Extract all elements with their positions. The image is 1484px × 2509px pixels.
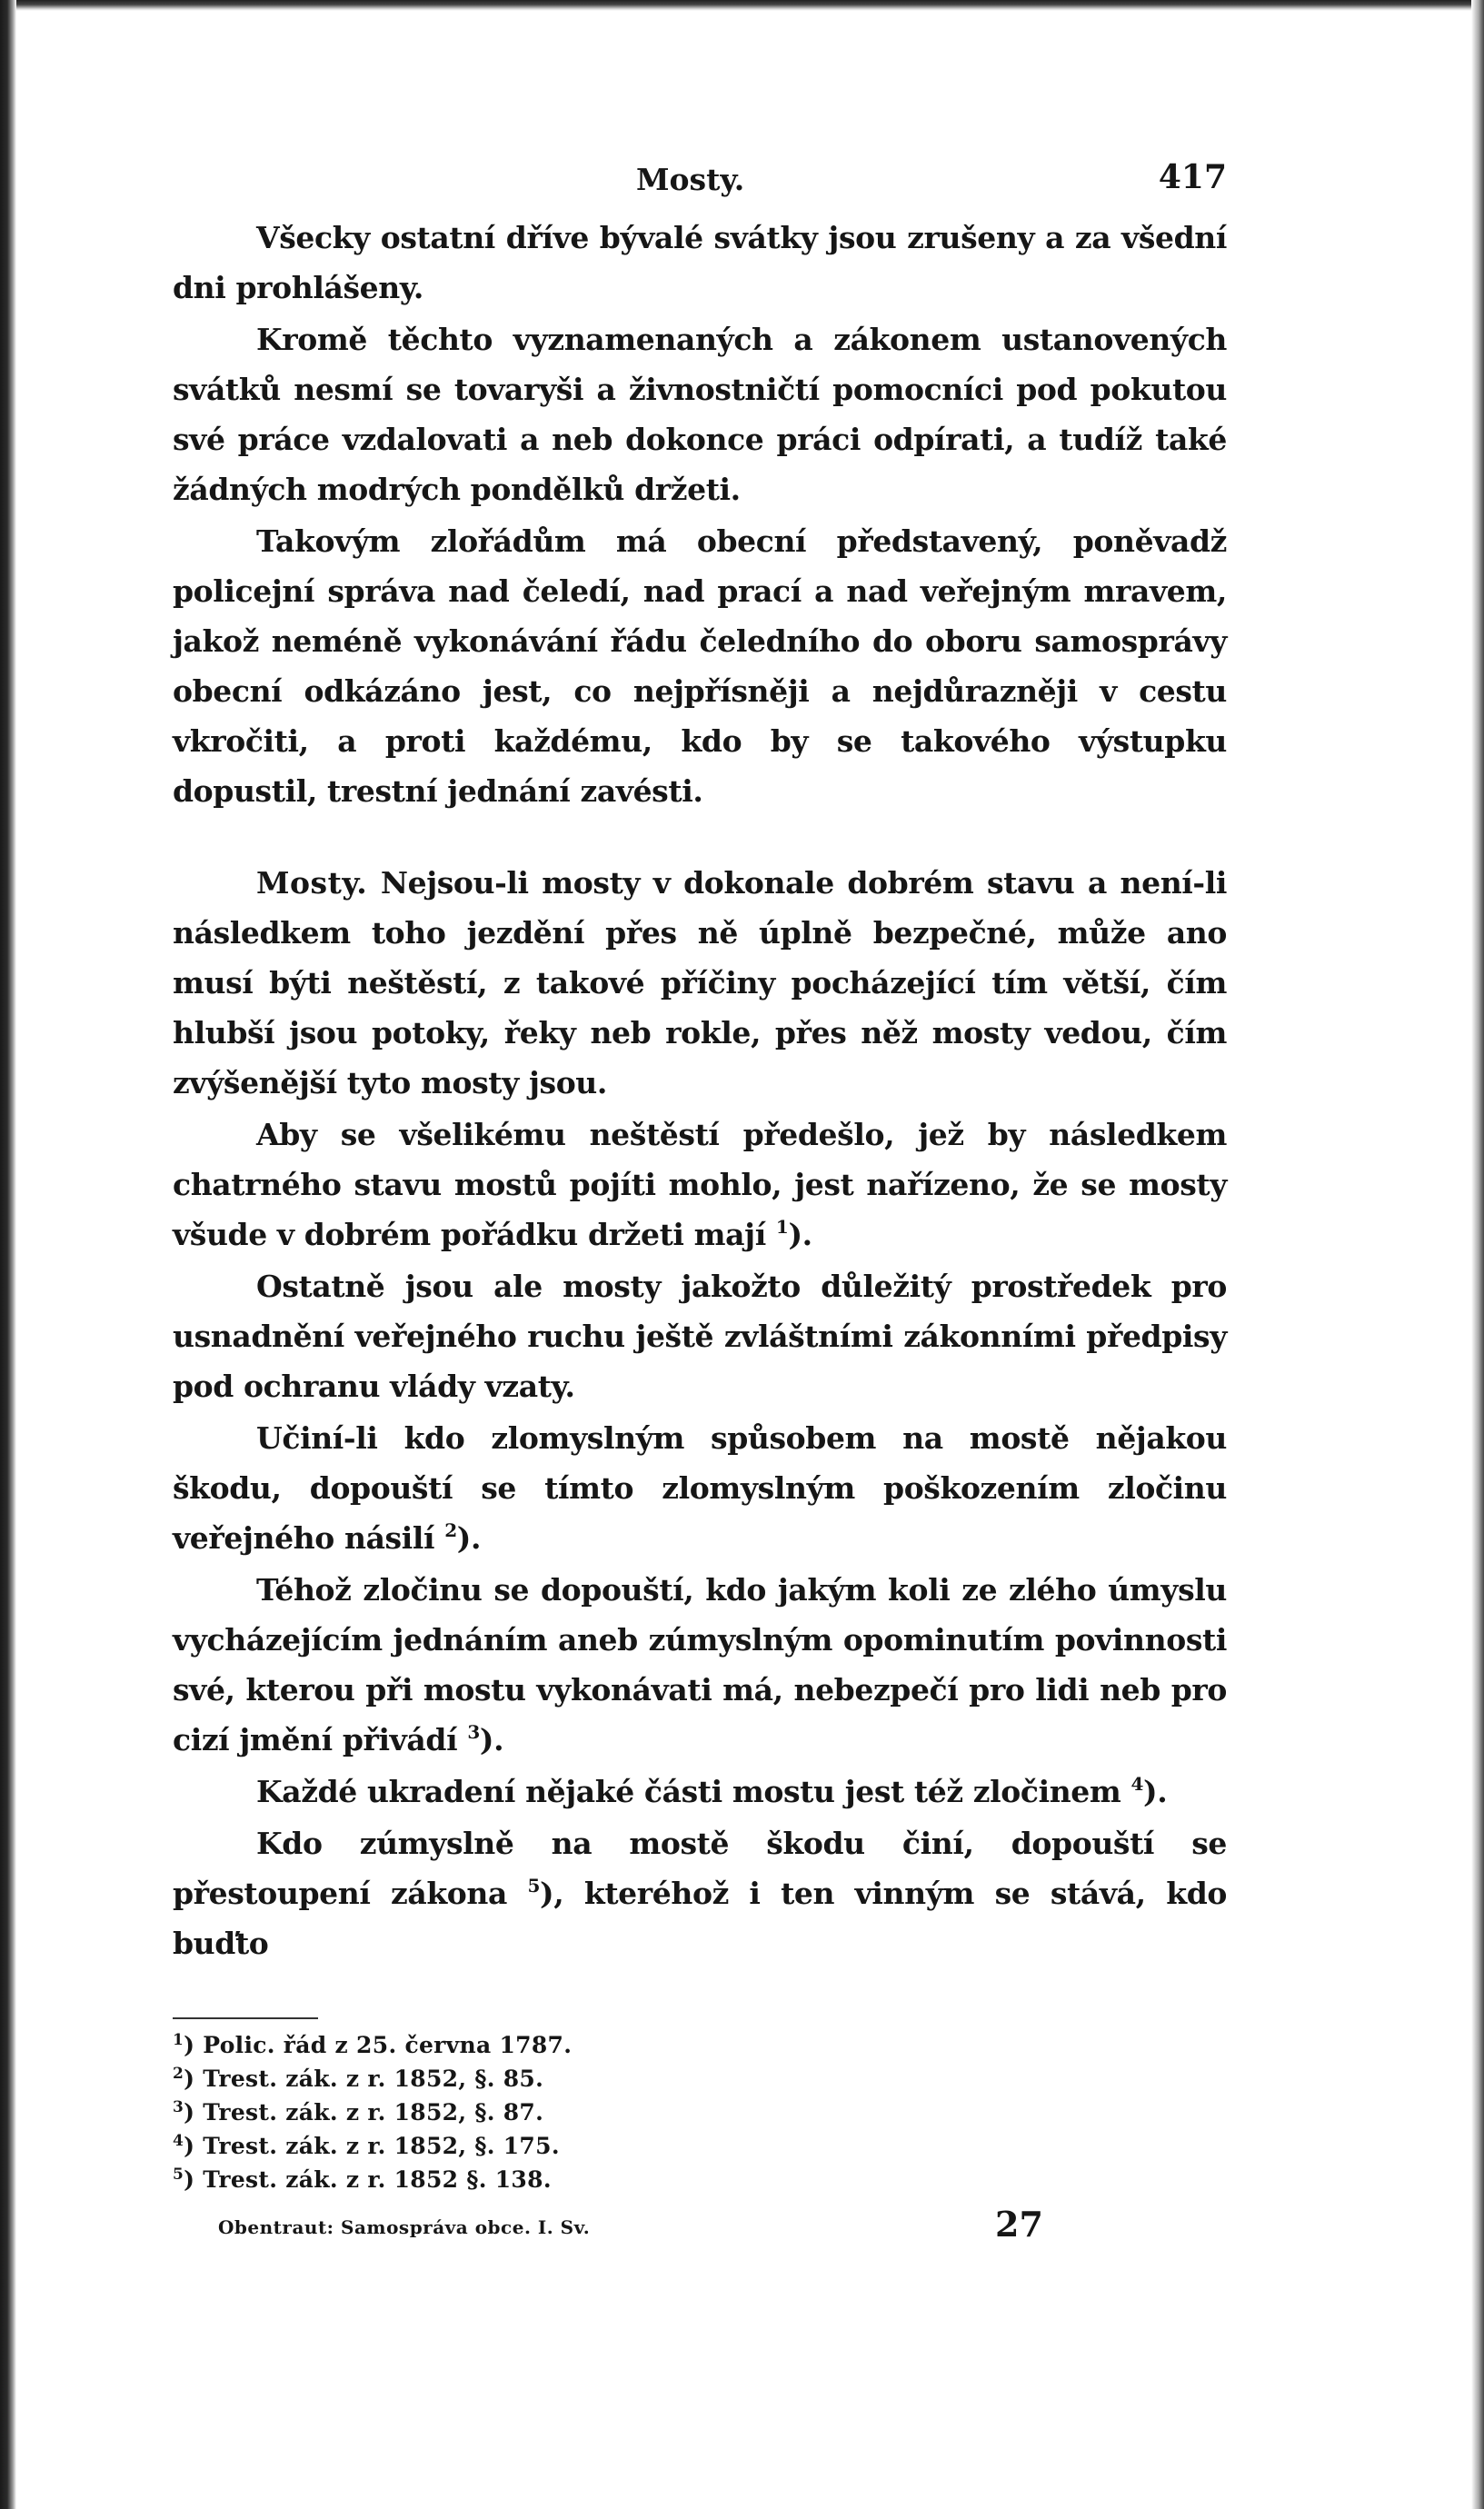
footnote: $^3$) Trest. zák. z r. 1852, §. 87.	[173, 2098, 544, 2126]
footnotes	[173, 2028, 1227, 2196]
body-text	[173, 213, 1227, 1968]
paragraph: Kromě těchto vyznamenaných a zákonem ustanovených svátků nesmí se tovaryši a živnostničtí pomocníci pod pokutou své práce vzdalovati a neb dokonce práci odpírati, a tudíž také žádných modrých pondělků držeti.	[173, 322, 1227, 507]
paragraph: Učiní-li kdo zlomyslným spůsobem na mostě nějakou škodu, dopouští se tímto zlomyslným poškozením zločinu veřejného násilí $^2$).	[173, 1420, 1227, 1556]
footnote-ref[interactable]: 4	[1130, 1773, 1144, 1795]
scan-edge-right	[1471, 0, 1484, 2509]
paragraph: Každé ukradení nějaké části mostu jest též zločinem $^4$).	[256, 1773, 1168, 1809]
footnote: $^1$) Polic. řád z 25. června 1787.	[173, 2031, 573, 2058]
paragraph: Takovým zlořádům má obecní představený, poněvadž policejní správa nad čeledí, nad prací a nad veřejným mravem, jakož neméně vykonávání řádu čeledního do oboru samosprávy obecní odkázáno jest, co nejpřísněji a nejdůrazněji v cestu vkročiti, a proti každému, kdo by se takového výstupku dopustil, trestní jednání zavésti.	[173, 523, 1227, 809]
paragraph: Kdo zúmyslně na mostě škodu činí, dopouští se přestoupení zákona $^5$), kteréhož i ten vinným se stává, kdo buďto	[173, 1826, 1227, 1961]
sheet-number: 27	[995, 2204, 1043, 2245]
paragraph: Ostatně jsou ale mosty jakožto důležitý prostředek pro usnadnění veřejného ruchu ještě zvláštními zákonními předpisy pod ochranu vlády vzaty.	[173, 1269, 1227, 1404]
footnote: $^4$) Trest. zák. z r. 1852, §. 175.	[173, 2132, 560, 2159]
scan-edge-top	[0, 0, 1484, 11]
paragraph: Všecky ostatní dříve bývalé svátky jsou zrušeny a za všední dni prohlášeny.	[173, 220, 1227, 305]
running-title: Mosty.	[636, 162, 745, 197]
section-paragraph-mosty: Mosty. Nejsou-li mosty v dokonale dobrém stavu a není-li následkem toho jezdění přes ně úplně bezpečné, může ano musí býti neštěstí, z takové příčiny pocházející tím větší, čím hlubší jsou potoky, řeky neb rokle, přes něž mosty vedou, čím zvýšenější tyto mosty jsou.	[173, 865, 1227, 1100]
footnote-ref[interactable]: 5	[527, 1875, 541, 1897]
section-lead: Mosty.	[256, 865, 368, 901]
signature-line: Obentraut: Samospráva obce. I. Sv.	[218, 2216, 591, 2238]
footnote-ref[interactable]: 1	[775, 1216, 789, 1238]
footnote-ref[interactable]: 2	[444, 1519, 457, 1541]
footnote: $^5$) Trest. zák. z r. 1852 §. 138.	[173, 2166, 552, 2193]
paragraph: Aby se všelikému neštěstí předešlo, jež by následkem chatrného stavu mostů pojíti mohlo, jest nařízeno, že se mosty všude v dobrém pořádku držeti mají $^1$).	[173, 1117, 1227, 1252]
scan-edge-left	[0, 0, 16, 2509]
running-header	[173, 154, 1227, 209]
footnote: $^2$) Trest. zák. z r. 1852, §. 85.	[173, 2065, 544, 2092]
page-footer	[173, 2204, 1227, 2258]
page-number: 417	[1158, 158, 1227, 196]
footnote-ref[interactable]: 3	[467, 1721, 480, 1743]
page-content	[173, 154, 1227, 2258]
paragraph: Téhož zločinu se dopouští, kdo jakým koli ze zlého úmyslu vycházejícím jednáním aneb zúmyslným opominutím povinnosti své, kterou při mostu vykonávati má, nebezpečí pro lidi neb pro cizí jmění přivádí $^3$).	[173, 1572, 1227, 1757]
footnote-divider	[173, 2017, 318, 2019]
